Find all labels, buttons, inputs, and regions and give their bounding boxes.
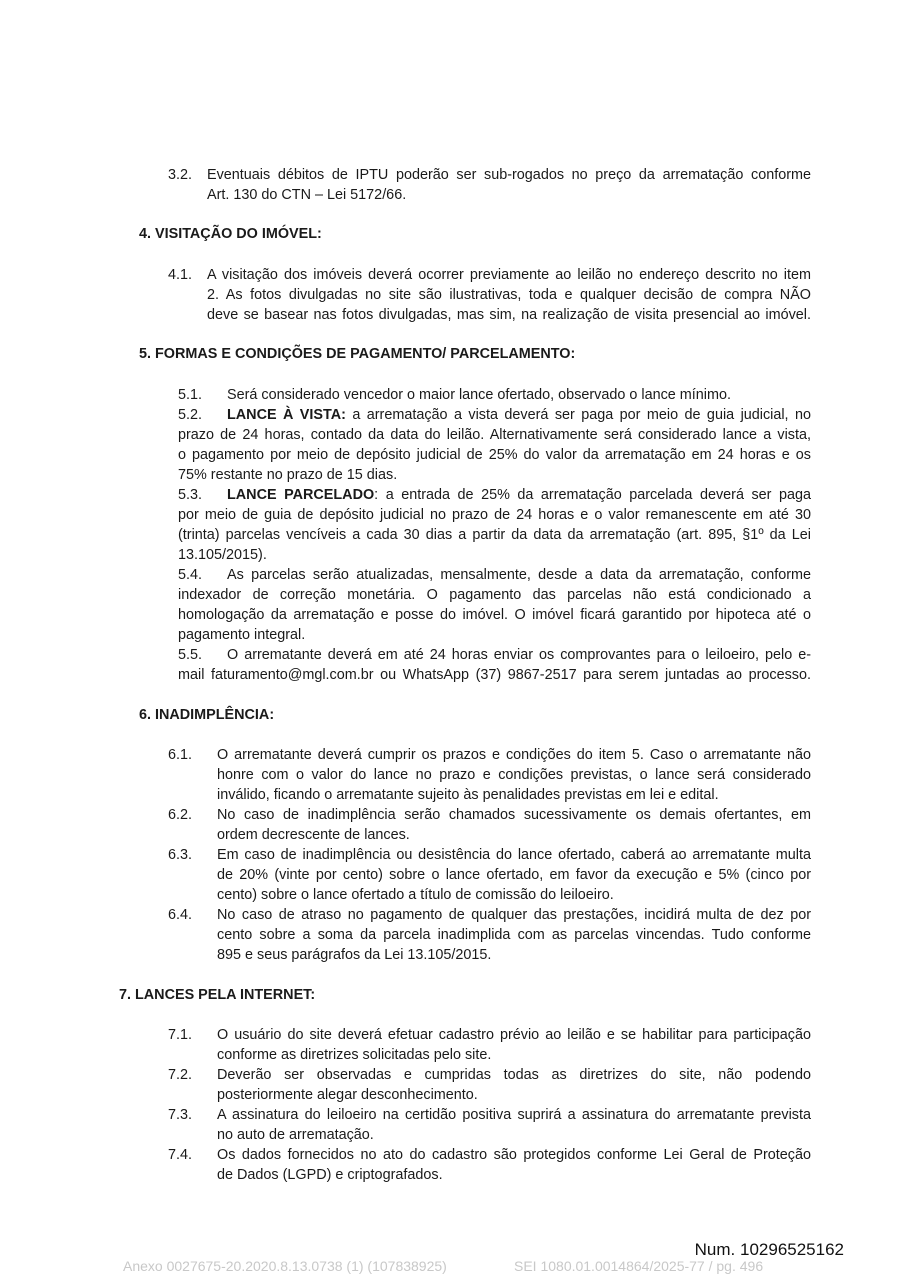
item-number: 5.3. xyxy=(178,487,203,503)
section-heading: 6. INADIMPLÊNCIA: xyxy=(139,707,275,723)
paragraph-line: A visitação dos imóveis deverá ocorrer previamente ao leilão no endereço descrito no item xyxy=(207,267,811,283)
section-heading: 5. FORMAS E CONDIÇÕES DE PAGAMENTO/ PARCELAMENTO: xyxy=(139,346,576,362)
paragraph-line: Art. 130 do CTN – Lei 5172/66. xyxy=(207,187,407,203)
paragraph-line: Os dados fornecidos no ato do cadastro são protegidos conforme Lei Geral de Proteção xyxy=(217,1147,811,1163)
item-number: 6.3. xyxy=(168,847,193,863)
paragraph-line: 895 e seus parágrafos da Lei 13.105/2015. xyxy=(217,947,492,963)
paragraph-line: no auto de arrematação. xyxy=(217,1127,374,1143)
paragraph-line: (trinta) parcelas vencíveis a cada 30 dias a partir da data da arrematação (art. 895, §1º da Lei xyxy=(178,527,811,543)
paragraph-line: honre com o valor do lance no prazo e condições previstas, o lance será considerado xyxy=(217,767,811,783)
paragraph-line: o pagamento por meio de depósito judicial de 25% do valor da arrematação em 24 horas e os xyxy=(178,447,811,463)
paragraph-line: O arrematante deverá cumprir os prazos e condições do item 5. Caso o arrematante não xyxy=(217,747,811,763)
paragraph-line: de 20% (vinte por cento) sobre o lance ofertado, em favor da execução e 5% (cinco por xyxy=(217,867,811,883)
item-number: 3.2. xyxy=(168,167,193,183)
item-number: 6.4. xyxy=(168,907,193,923)
paragraph-line xyxy=(227,485,811,505)
section-heading: 7. LANCES PELA INTERNET: xyxy=(119,987,316,1003)
item-number: 6.1. xyxy=(168,747,193,763)
item-number: 7.3. xyxy=(168,1107,193,1123)
item-number: 5.1. xyxy=(178,387,203,403)
paragraph-line: 2. As fotos divulgadas no site são ilustrativas, toda e qualquer decisão de compra NÃO xyxy=(207,287,811,303)
item-number: 7.4. xyxy=(168,1147,193,1163)
section-heading: 4. VISITAÇÃO DO IMÓVEL: xyxy=(139,226,322,242)
paragraph-line: Deverão ser observadas e cumpridas todas as diretrizes do site, não podendo xyxy=(217,1067,811,1083)
paragraph-line: ordem decrescente de lances. xyxy=(217,827,410,843)
paragraph-line: A assinatura do leiloeiro na certidão positiva suprirá a assinatura do arrematante prevista xyxy=(217,1107,811,1123)
sei-page-reference: SEI 1080.01.0014864/2025-77 / pg. 496 xyxy=(514,1258,764,1274)
paragraph-line: posteriormente alegar desconhecimento. xyxy=(217,1087,478,1103)
paragraph-line: cento sobre a soma da parcela inadimplida com as parcelas vincendas. Tudo conforme xyxy=(217,927,811,943)
item-number: 5.4. xyxy=(178,567,203,583)
item-number: 5.2. xyxy=(178,407,203,423)
paragraph-text: : a entrada de 25% da arrematação parcelada deverá ser paga xyxy=(374,487,812,503)
paragraph-line: 75% restante no prazo de 15 dias. xyxy=(178,467,398,483)
item-number: 6.2. xyxy=(168,807,193,823)
paragraph-line: As parcelas serão atualizadas, mensalmente, desde a data da arrematação, conforme xyxy=(227,567,811,583)
paragraph-line: homologação da arrematação e posse do imóvel. O imóvel ficará garantido por hipoteca até o xyxy=(178,607,811,623)
paragraph-line: indexador de correção monetária. O pagamento das parcelas não está condicionado a xyxy=(178,587,811,603)
bold-label: LANCE À VISTA: xyxy=(227,407,346,423)
bold-label: LANCE PARCELADO xyxy=(227,487,375,503)
paragraph-line: 13.105/2015). xyxy=(178,547,267,563)
paragraph-line: Em caso de inadimplência ou desistência do lance ofertado, caberá ao arrematante multa xyxy=(217,847,811,863)
paragraph-line: No caso de atraso no pagamento de qualquer das prestações, incidirá multa de dez por xyxy=(217,907,811,923)
paragraph-line: mail faturamento@mgl.com.br ou WhatsApp (37) 9867-2517 para serem juntadas ao processo. xyxy=(178,667,811,683)
paragraph-line: Eventuais débitos de IPTU poderão ser sub-rogados no preço da arrematação conforme xyxy=(207,167,811,183)
paragraph-line: inválido, ficando o arrematante sujeito às penalidades previstas em lei e edital. xyxy=(217,787,719,803)
annex-reference: Anexo 0027675-20.2020.8.13.0738 (1) (107838925) xyxy=(123,1258,447,1274)
paragraph-line: O usuário do site deverá efetuar cadastro prévio ao leilão e se habilitar para participação xyxy=(217,1027,811,1043)
item-number: 7.1. xyxy=(168,1027,193,1043)
paragraph-line: por meio de guia de depósito judicial no prazo de 24 horas e o valor remanescente em até 30 xyxy=(178,507,811,523)
paragraph-line: prazo de 24 horas, contado da data do leilão. Alternativamente será considerado lance a vista, xyxy=(178,427,811,443)
item-number: 7.2. xyxy=(168,1067,193,1083)
paragraph-line: conforme as diretrizes solicitadas pelo site. xyxy=(217,1047,492,1063)
paragraph-line: Será considerado vencedor o maior lance ofertado, observado o lance mínimo. xyxy=(227,387,731,403)
paragraph-line: de Dados (LGPD) e criptografados. xyxy=(217,1167,443,1183)
item-number: 4.1. xyxy=(168,267,193,283)
item-number: 5.5. xyxy=(178,647,203,663)
paragraph-line xyxy=(227,405,811,425)
paragraph-line: No caso de inadimplência serão chamados sucessivamente os demais ofertantes, em xyxy=(217,807,811,823)
document-number: Num. 10296525162 xyxy=(694,1240,844,1259)
paragraph-text: a arrematação a vista deverá ser paga por meio de guia judicial, no xyxy=(345,407,811,423)
paragraph-line: cento) sobre o lance ofertado a título de comissão do leiloeiro. xyxy=(217,887,614,903)
paragraph-line: pagamento integral. xyxy=(178,627,306,643)
paragraph-line: deve se basear nas fotos divulgadas, mas sim, na realização de visita presencial ao imóvel. xyxy=(207,307,811,323)
paragraph-line: O arrematante deverá em até 24 horas enviar os comprovantes para o leiloeiro, pelo e- xyxy=(227,647,811,663)
